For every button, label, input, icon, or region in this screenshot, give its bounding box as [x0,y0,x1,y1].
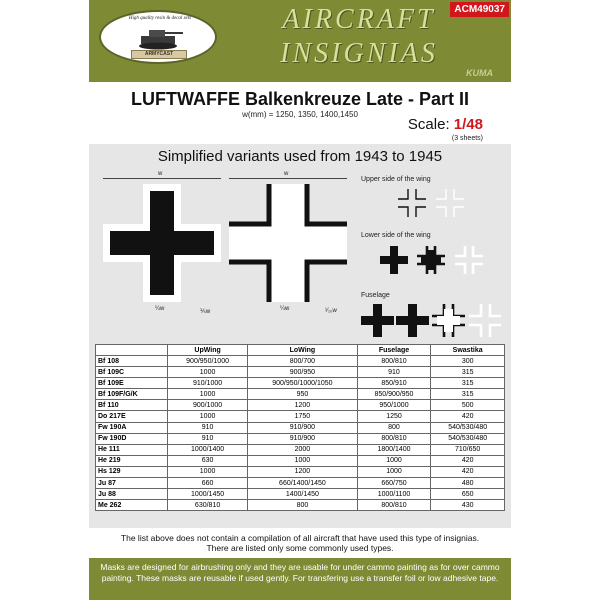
tank-icon [135,26,185,50]
swastika-cell: 480 [431,478,505,489]
lower-wing-label: Lower side of the wing [361,232,431,239]
swastika-cell: 420 [431,466,505,477]
aircraft-cell: Ju 87 [96,478,168,489]
fuselage-cell: 1000/1100 [357,489,431,500]
aircraft-cell: Bf 108 [96,356,168,367]
lowing-cell: 900/950/1000/1050 [248,378,358,389]
swastika-cell: 300 [431,356,505,367]
upwing-cell: 630/810 [168,500,248,511]
fuselage-cell: 850/900/950 [357,389,431,400]
fuselage-cell: 1000 [357,455,431,466]
upwing-cell: 660 [168,478,248,489]
table-note-line2: There are listed only some commonly used types. [206,543,394,553]
lowing-cell: 800/700 [248,356,358,367]
table-row [96,411,505,422]
scale-value: 1/48 [453,116,483,133]
table-row [96,466,505,477]
swastika-cell: 500 [431,400,505,411]
upwing-cell: 630 [168,455,248,466]
aircraft-cell: He 219 [96,455,168,466]
fuselage-cell: 950/1000 [357,400,431,411]
lowing-cell: 1400/1450 [248,489,358,500]
upwing-cell: 1000 [168,411,248,422]
table-row [96,433,505,444]
upper-wing-crosses [397,188,467,218]
logo-tagline: High quality resin & decal sets [128,16,192,21]
fuselage-cell: 800/810 [357,500,431,511]
fuselage-cell: 1800/1400 [357,444,431,455]
table-row [96,389,505,400]
fuselage-cell: 800/810 [357,433,431,444]
lowing-cell: 1750 [248,411,358,422]
scale-text: Scale: [407,116,450,133]
aircraft-cell: Bf 109C [96,367,168,378]
diagram-panel [89,144,511,528]
swastika-cell: 315 [431,378,505,389]
product-title-line2: INSIGNIAS [280,38,438,69]
fuselage-cell: 800 [357,422,431,433]
aircraft-cell: Fw 190A [96,422,168,433]
table-row [96,378,505,389]
lowing-cell: 900/950 [248,367,358,378]
lower-wing-crosses [379,244,489,276]
product-title-line1: AIRCRAFT [282,4,436,35]
lowing-cell: 800 [248,500,358,511]
upwing-cell: 910/1000 [168,378,248,389]
upwing-cell: 1000 [168,466,248,477]
diagram-subtitle: Simplified variants used from 1943 to 1945 [157,148,443,165]
scale-label [408,116,483,133]
lowing-cell: 910/900 [248,422,358,433]
swastika-cell: 430 [431,500,505,511]
swastika-cell: 540/530/480 [431,422,505,433]
upwing-cell: 1000/1450 [168,489,248,500]
outline-width-label: w [284,171,289,177]
solid-arm-dim-label: ⅕w [200,309,211,315]
table-row [96,500,505,511]
fuselage-cell: 850/910 [357,378,431,389]
fuselage-label: Fuselage [361,292,390,299]
upwing-cell: 900/950/1000 [168,356,248,367]
sheets-count: (3 sheets) [451,135,483,142]
swastika-cell: 420 [431,411,505,422]
instruction-sheet [89,0,511,600]
solid-cross-dim-label: ¼w [155,306,165,312]
fuselage-crosses [361,302,501,338]
table-note-line1: The list above does not contain a compilation of all aircraft that have used this type of insignias. [120,533,480,543]
table-header-upwing: UpWing [168,345,248,356]
aircraft-cell: Bf 109E [96,378,168,389]
armycast-logo [99,10,217,64]
publisher-mark: KUMA [466,68,493,78]
upwing-cell: 910 [168,433,248,444]
upwing-cell: 1000 [168,367,248,378]
table-row [96,422,505,433]
fuselage-cell: 1000 [357,466,431,477]
aircraft-cell: Hs 129 [96,466,168,477]
swastika-cell: 650 [431,489,505,500]
table-row [96,367,505,378]
table-header-lowing: LoWing [248,345,358,356]
lowing-cell: 1200 [248,466,358,477]
table-row [96,444,505,455]
table-header-fuselage: Fuselage [357,345,431,356]
swastika-cell: 710/650 [431,444,505,455]
table-note [89,533,511,553]
solid-cross-diagram [103,184,221,302]
table-header-aircraft [96,345,168,356]
upwing-cell: 1000 [168,389,248,400]
table-row [96,356,505,367]
lowing-cell: 2000 [248,444,358,455]
table-header-row [96,345,505,356]
aircraft-cell: Me 262 [96,500,168,511]
width-dimension-line [103,178,221,179]
outline-cross-diagram [229,184,347,302]
upwing-cell: 900/1000 [168,400,248,411]
fuselage-cell: 800/810 [357,356,431,367]
table-row [96,455,505,466]
outline-arm-dim-label: ¹⁄₁₀w [325,308,337,314]
aircraft-cell: He 111 [96,444,168,455]
aircraft-cell: Do 217E [96,411,168,422]
upper-wing-label: Upper side of the wing [361,176,431,183]
insignia-size-table [95,344,505,511]
table-row [96,478,505,489]
lowing-cell: 1000 [248,455,358,466]
swastika-cell: 315 [431,367,505,378]
product-code-badge: ACM49037 [450,2,509,17]
fuselage-cell: 1250 [357,411,431,422]
logo-brand: ARMYCAST [131,50,187,59]
fuselage-cell: 910 [357,367,431,378]
outline-cross-dim-label: ¼w [280,306,290,312]
aircraft-cell: Fw 190D [96,433,168,444]
header-banner [89,0,511,82]
swastika-cell: 420 [431,455,505,466]
upwing-cell: 1000/1400 [168,444,248,455]
aircraft-cell: Ju 88 [96,489,168,500]
lowing-cell: 660/1400/1450 [248,478,358,489]
page-title: LUFTWAFFE Balkenkreuze Late - Part II [130,89,470,109]
lowing-cell: 910/900 [248,433,358,444]
aircraft-cell: Bf 110 [96,400,168,411]
aircraft-cell: Bf 109F/G/K [96,389,168,400]
width-label: w [158,171,163,177]
swastika-cell: 540/530/480 [431,433,505,444]
table-header-swastika: Swastika [431,345,505,356]
swastika-cell: 315 [431,389,505,400]
fuselage-cell: 660/750 [357,478,431,489]
outline-width-dimension-line [229,178,347,179]
upwing-cell: 910 [168,422,248,433]
table-row [96,489,505,500]
table-row [96,400,505,411]
lowing-cell: 950 [248,389,358,400]
usage-footer: Masks are designed for airbrushing only and they are usable for under cammo painting as for over cammo painting. These masks are reusable if used gently. For transfering use a transfer foil or low adhesive tape. [89,558,511,600]
lowing-cell: 1200 [248,400,358,411]
sizes-text: w(mm) = 1250, 1350, 1400,1450 [242,110,358,119]
